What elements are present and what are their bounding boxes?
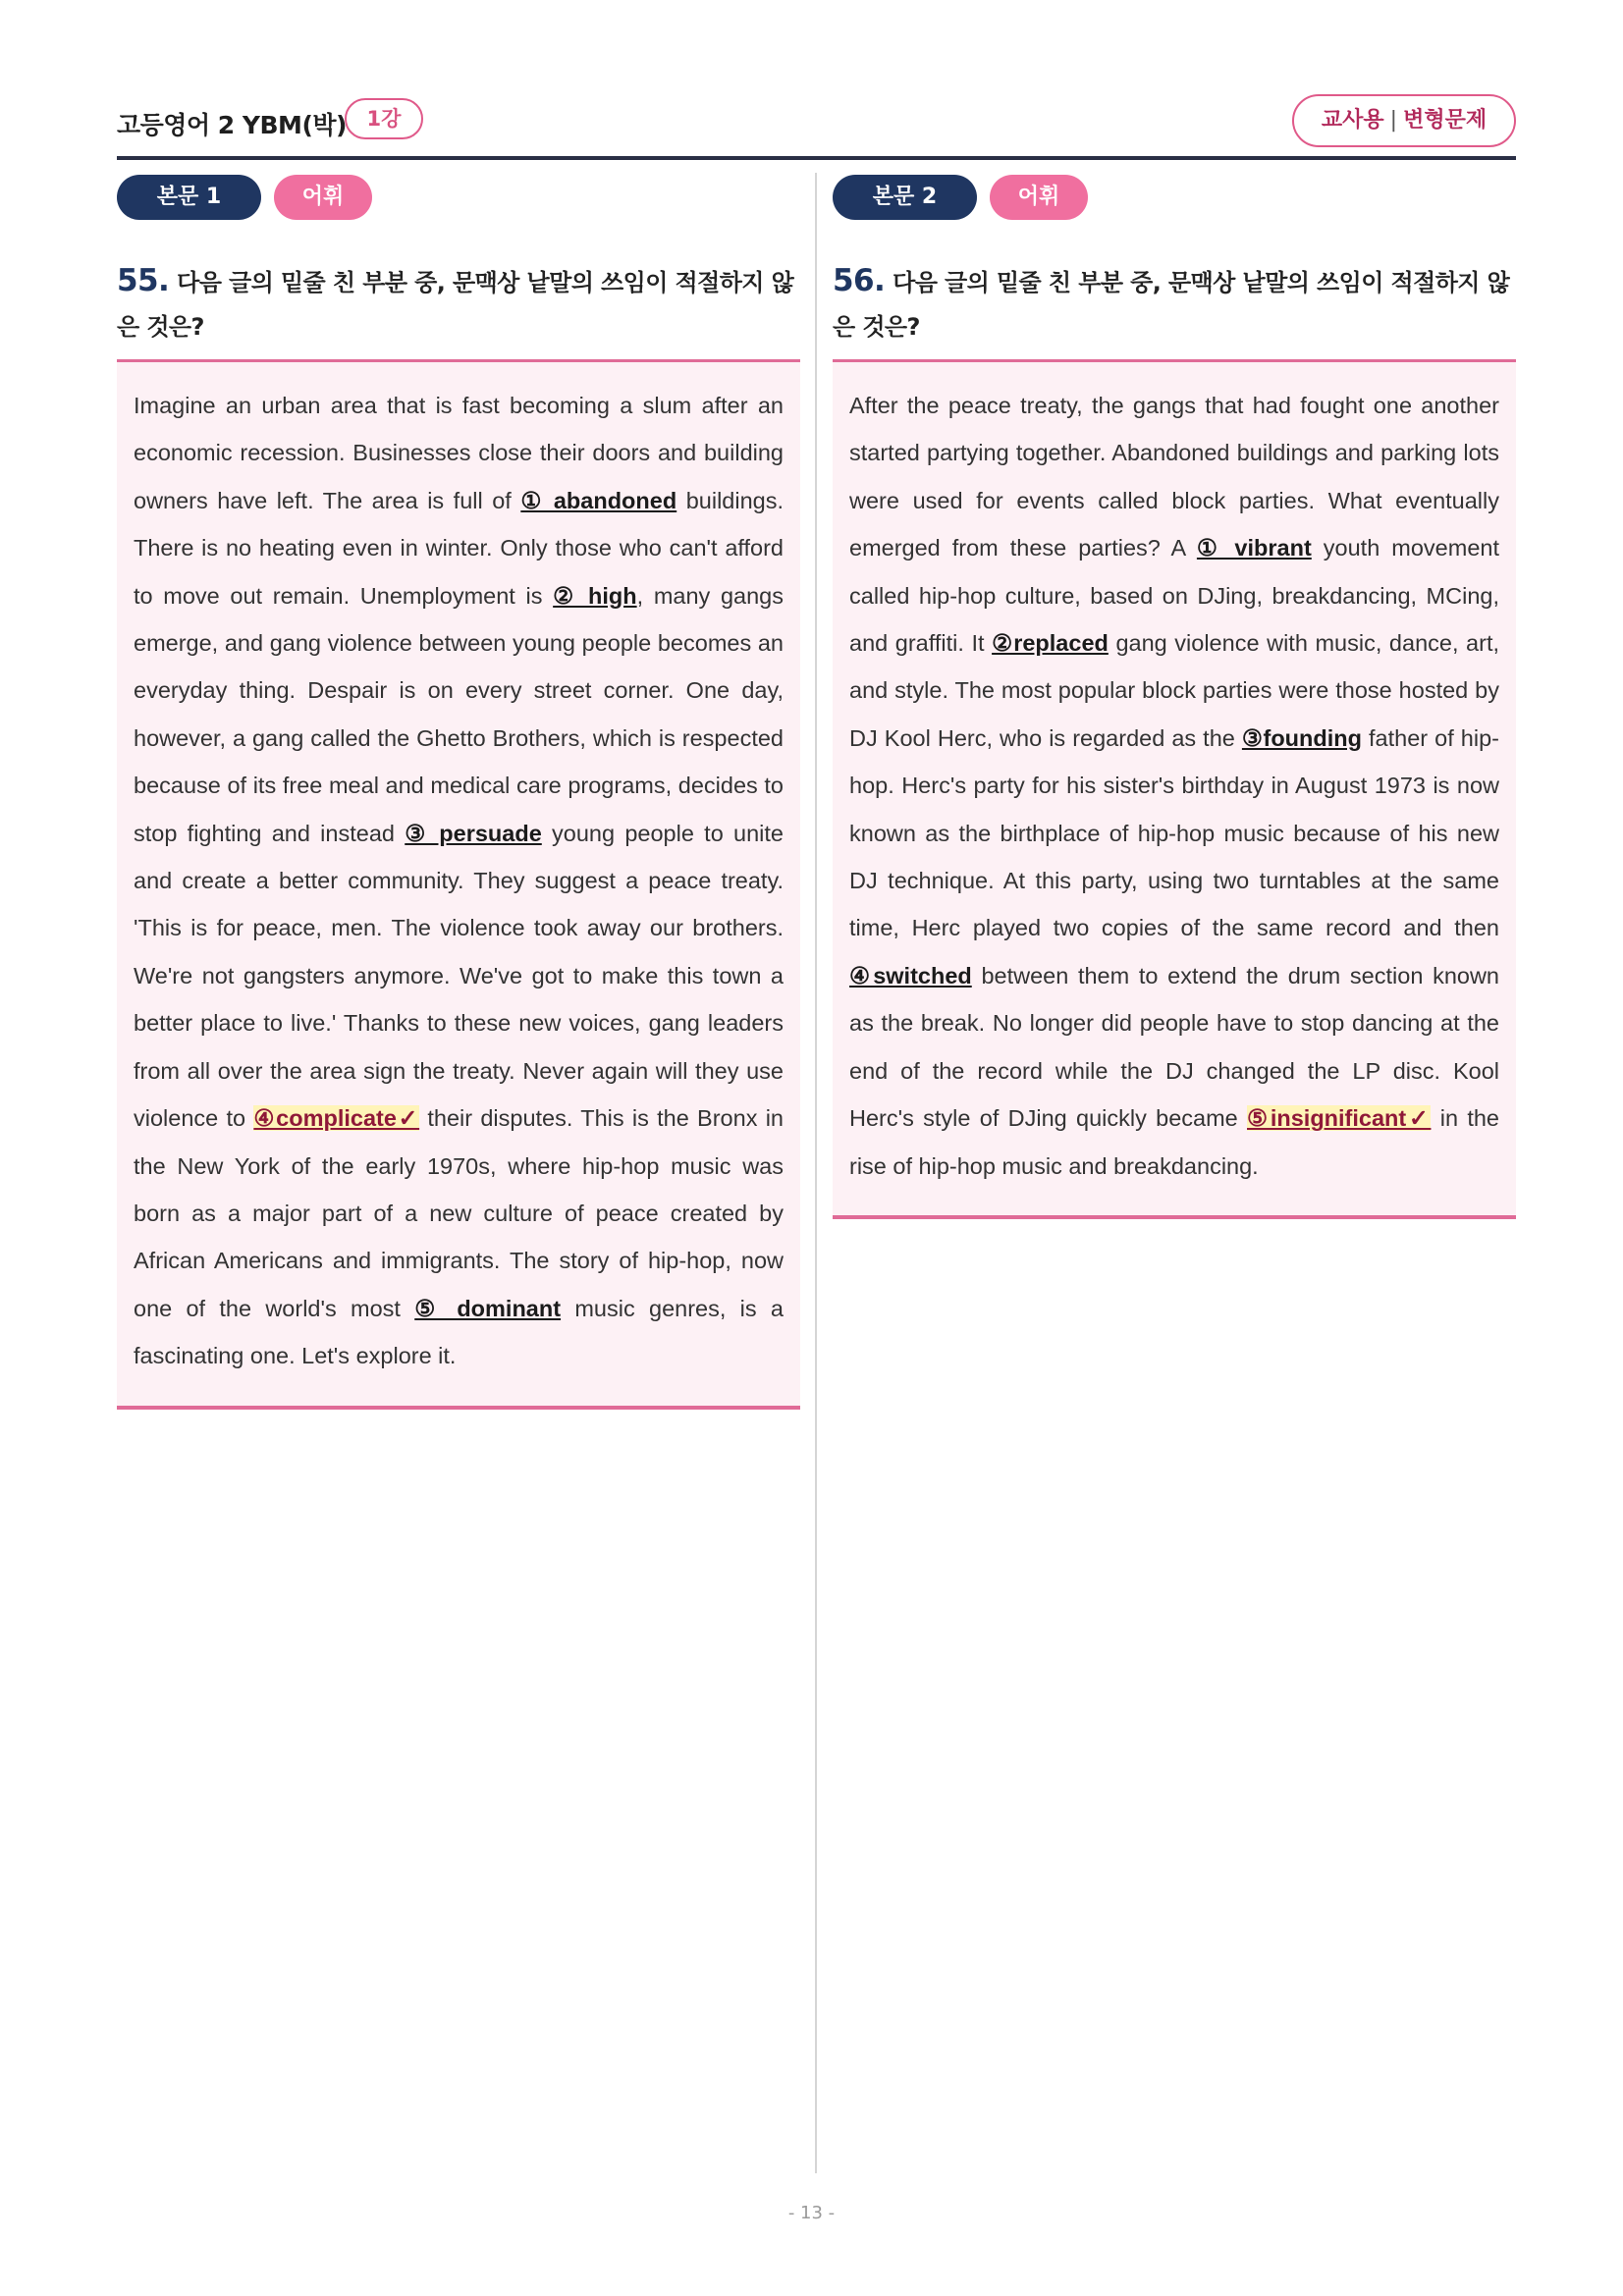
edition-badge-left: 교사용 [1321,108,1384,133]
question-text: 다음 글의 밑줄 친 부분 중, 문맥상 낱말의 쓰임이 적절하지 않은 것은? [833,269,1510,341]
answer-choice: ⑤ dominant [414,1295,562,1321]
column-divider [815,173,817,2173]
lesson-badge: 1강 [345,98,423,139]
question-prompt [117,259,800,349]
question-text: 다음 글의 밑줄 친 부분 중, 문맥상 낱말의 쓰임이 적절하지 않은 것은? [117,269,794,341]
page-header [117,94,1516,157]
passage-box [117,362,800,1410]
question-column-56 [833,173,1516,1219]
answer-choice: ③ persuade [405,820,542,846]
passage-box [833,362,1516,1219]
answer-choice-marked: ⑤insignificant✓ [1247,1105,1432,1132]
answer-choice-marked: ④complicate✓ [253,1105,420,1132]
question-prompt [833,259,1516,349]
passage-text: After the peace treaty, the gangs that had fought one another started partying together. Abandoned buildings and parking lots were used for events called block parties. What eventually emerged from these parties? A ① vibrant youth movement called hip-hop culture, based on DJing, breakdancing, MCing, and graffiti. It ②replaced gang violence with music, dance, art, and style. The most popular block parties were those hosted by DJ Kool Herc, who is regarded as the ③founding father of hip-hop. Herc's party for his sister's birthday in August 1973 is now known as the birthplace of hip-hop music because of his new DJ technique. At this party, using two turntables at the same time, Herc played two copies of the same record and then ④switched between them to extend the drum section known as the break. No longer did people have to stop dancing at the end of the record while the DJ changed the LP disc. Kool Herc's style of DJing quickly became ⑤insignificant✓ in the rise of hip-hop music and breakdancing. [849,393,1500,1179]
text-tag: 본문 1 [117,175,261,220]
answer-choice: ④switched [849,962,972,988]
answer-choice: ② high [553,582,637,609]
tag-row [117,173,800,222]
edition-badge-right: 변형문제 [1403,108,1488,133]
edition-badge-separator: | [1389,108,1398,133]
text-tag: 본문 2 [833,175,977,220]
page-number: - 13 - [787,2203,836,2223]
question-number: 55. [117,263,170,298]
vocab-tag: 어휘 [990,175,1088,220]
passage-text: Imagine an urban area that is fast becoming a slum after an economic recession. Businesses close their doors and building owners have left. The area is full of ① abandoned buildings. There is no heating even in winter. Only those who can't afford to move out remain. Unemployment is ② high, many gangs emerge, and gang violence between young people becomes an everyday thing. Despair is on every street corner. One day, however, a gang called the Ghetto Brothers, which is respected because of its free meal and medical care programs, decides to stop fighting and instead ③ persuade young people to unite and create a better community. They suggest a peace treaty. 'This is for peace, men. The violence took away our brothers. We're not gangsters anymore. We've got to make this town a better place to live.' Thanks to these new voices, gang leaders from all over the area sign the treaty. Never again will they use violence to ④complicate✓ their disputes. This is the Bronx in the New York of the early 1970s, where hip-hop music was born as a major part of a new culture of peace created by African Americans and immigrants. The story of hip-hop, now one of the world's most ⑤ dominant music genres, is a fascinating one. Let's explore it. [134,393,784,1369]
answer-choice: ②replaced [992,630,1109,657]
vocab-tag: 어휘 [274,175,372,220]
question-column-55 [117,173,800,1410]
answer-choice: ③founding [1241,724,1362,751]
answer-choice: ① vibrant [1196,535,1312,561]
edition-badge [1292,94,1516,147]
header-rule [117,156,1516,160]
book-title: 고등영어 2 YBM(박) [117,111,347,139]
answer-choice: ① abandoned [520,487,677,513]
tag-row [833,173,1516,222]
question-number: 56. [833,263,886,298]
